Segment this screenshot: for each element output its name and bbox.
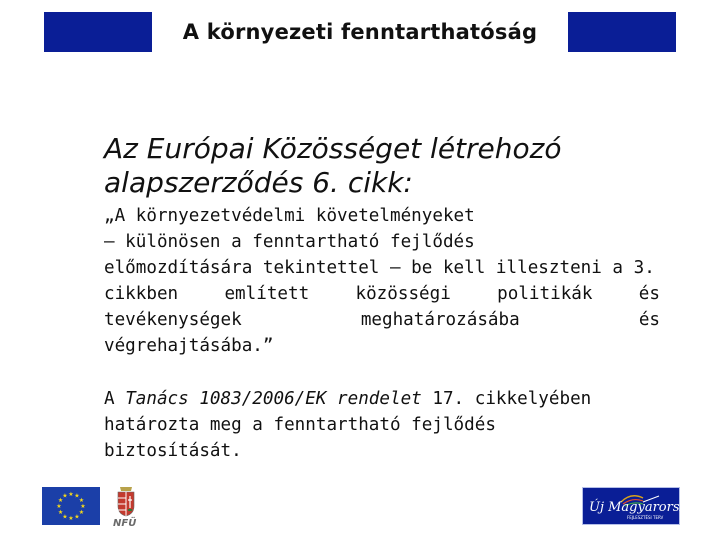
regulation-suffix: 17. cikkelyében xyxy=(421,389,592,409)
svg-text:★: ★ xyxy=(62,513,68,521)
quote-line-3: előmozdítására tekintettel — be kell illeszteni a 3. xyxy=(104,258,655,278)
logo-right-subtext: FEJLESZTÉSI TERV xyxy=(627,515,664,520)
regulation-line-2: határozta meg a fenntartható fejlődés xyxy=(104,415,496,435)
regulation-prefix: A xyxy=(104,389,126,409)
svg-text:★: ★ xyxy=(57,497,64,504)
svg-text:★: ★ xyxy=(57,509,64,516)
quote-line-6: végrehajtásába.” xyxy=(104,336,274,356)
quote-line-1: „A környezetvédelmi követelményeket xyxy=(104,206,475,226)
uj-magyarorszag-logo xyxy=(582,487,703,525)
svg-text:★: ★ xyxy=(78,509,85,516)
title-bar xyxy=(44,12,676,52)
quote-line-2: — különösen a fenntartható fejlődés xyxy=(104,232,475,252)
eu-flag-logo xyxy=(42,487,100,525)
quote-word: politikák xyxy=(497,284,593,304)
svg-text:★: ★ xyxy=(74,513,80,521)
nfu-caption: NFÜ xyxy=(113,518,137,529)
svg-text:★: ★ xyxy=(68,491,74,498)
quote-word: közösségi xyxy=(355,284,451,304)
heading-line-1: Az Európai Közösséget létrehozó xyxy=(104,132,562,165)
eu-stars-icon xyxy=(42,487,100,525)
quote-line-5 xyxy=(104,307,660,333)
heading-line-2: alapszerződés 6. cikk: xyxy=(104,166,413,199)
svg-text:★: ★ xyxy=(68,515,74,522)
coat-of-arms-logo xyxy=(110,484,142,530)
quote-paragraph xyxy=(104,203,660,359)
svg-text:★: ★ xyxy=(80,503,86,510)
quote-word: és xyxy=(638,310,660,330)
slide-title: A környezeti fenntarthatóság xyxy=(182,20,538,44)
svg-text:★: ★ xyxy=(78,497,85,504)
quote-line-4 xyxy=(104,281,660,307)
regulation-line-1 xyxy=(104,386,684,412)
logo-right-text: Új Magyarország xyxy=(589,500,703,515)
quote-word: tevékenységek xyxy=(104,310,242,330)
quote-word: cikkben xyxy=(104,284,179,304)
regulation-paragraph xyxy=(104,386,684,464)
svg-text:★: ★ xyxy=(74,492,80,500)
title-box xyxy=(152,12,568,52)
quote-word: említett xyxy=(224,284,310,304)
quote-word: meghatározásába xyxy=(360,310,520,330)
regulation-line-3: biztosítását. xyxy=(104,441,242,461)
regulation-title: Tanács 1083/2006/EK rendelet xyxy=(125,389,422,409)
heading xyxy=(104,132,684,200)
quote-word: és xyxy=(638,284,660,304)
svg-text:★: ★ xyxy=(56,503,62,510)
svg-text:★: ★ xyxy=(62,492,68,500)
